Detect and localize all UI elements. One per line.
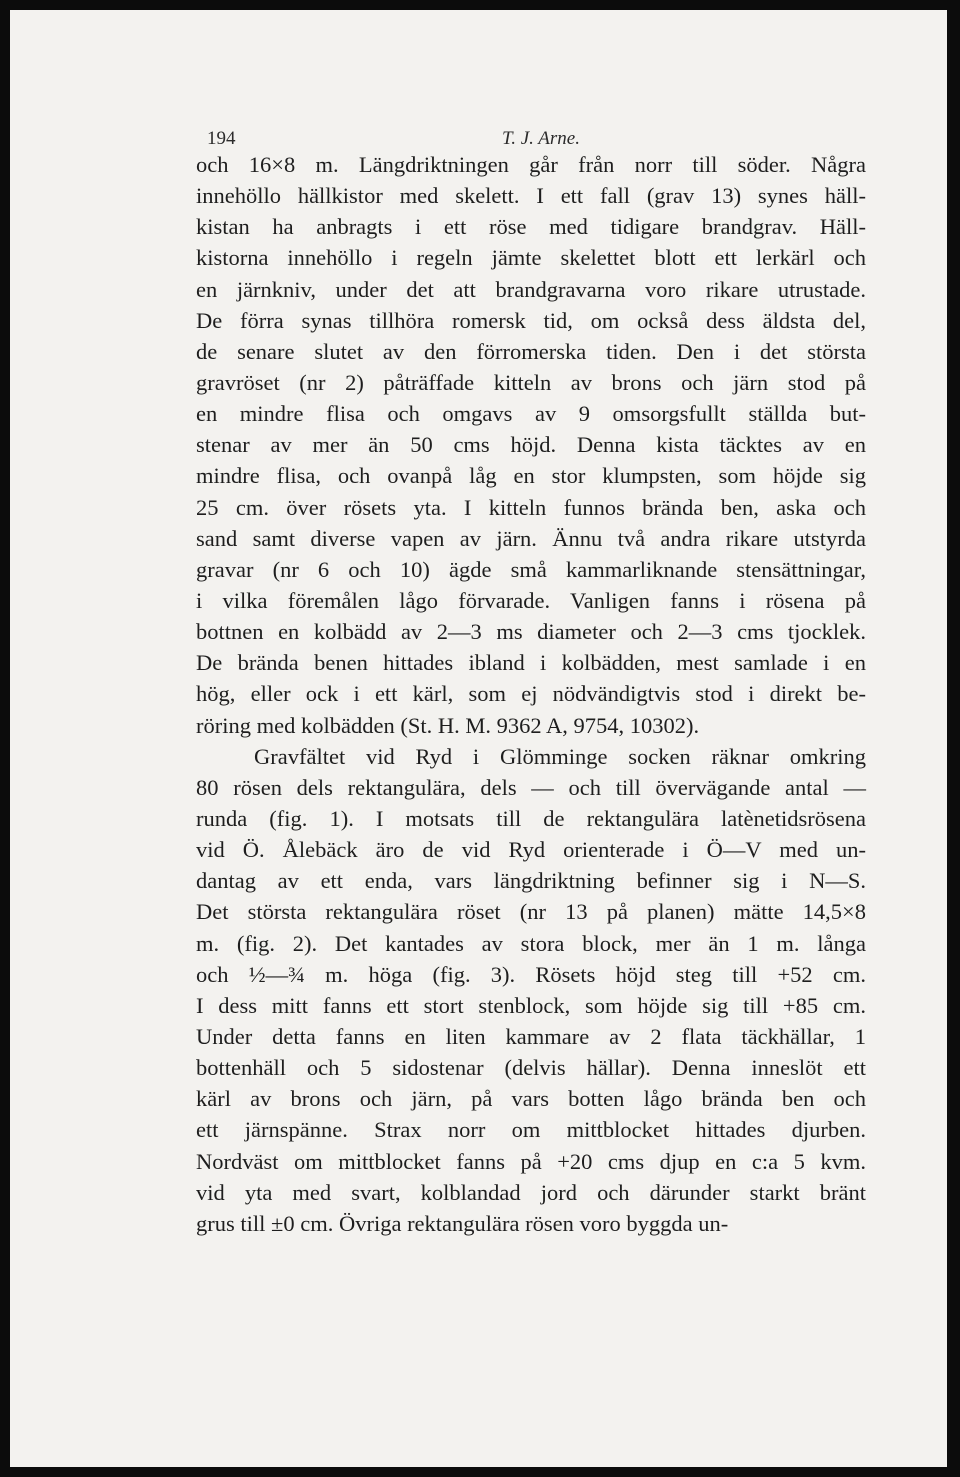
page-number: 194 (207, 128, 236, 149)
text-line: sand samt diverse vapen av järn. Ännu två andra rikare utstyrda (196, 525, 866, 551)
text-line: Under detta fanns en liten kammare av 2 flata täckhällar, 1 (196, 1023, 866, 1049)
text-line: bottnen en kolbädd av 2—3 ms diameter och 2—3 cms tjocklek. (196, 619, 866, 645)
text-line: en mindre flisa och omgavs av 9 omsorgsfullt ställda but- (196, 401, 866, 427)
text-line: De brända benen hittades ibland i kolbädden, mest samlade i en (196, 650, 866, 676)
text-line: de senare slutet av den förromerska tiden. Den i det största (196, 338, 866, 364)
text-line: kärl av brons och järn, på vars botten lågo brända ben och (196, 1086, 866, 1112)
text-line: Nordväst om mittblocket fanns på +20 cms djup en c:a 5 kvm. (196, 1148, 866, 1174)
running-head: T. J. Arne. (502, 128, 580, 149)
text-line: m. (fig. 2). Det kantades av stora block, mer än 1 m. långa (196, 930, 866, 956)
text-line: innehöllo hällkistor med skelett. I ett fall (grav 13) synes häll- (196, 183, 866, 209)
text-line: dantag av ett enda, vars längdriktning befinner sig i N—S. (196, 868, 866, 894)
text-line: grus till ±0 cm. Övriga rektangulära rösen voro byggda un- (196, 1210, 729, 1236)
text-line: stenar av mer än 50 cms höjd. Denna kista täcktes av en (196, 432, 866, 458)
body-text (196, 149, 866, 1239)
text-line: kistorna innehöllo i regeln jämte skelettet blott ett lerkärl och (196, 245, 866, 271)
text-line: kistan ha anbragts i ett röse med tidigare brandgrav. Häll- (196, 214, 866, 240)
text-line: röring med kolbädden (St. H. M. 9362 A, 9754, 10302). (196, 712, 700, 738)
text-line: en järnkniv, under det att brandgravarna voro rikare utrustade. (196, 276, 866, 302)
text-line: hög, eller ock i ett kärl, som ej nödvändigtvis stod i direkt be- (196, 681, 866, 707)
text-line: gravar (nr 6 och 10) ägde små kammarliknande stensättningar, (196, 556, 866, 582)
text-line: I dess mitt fanns ett stort stenblock, som höjde sig till +85 cm. (196, 992, 866, 1018)
text-line: och 16×8 m. Längdriktningen går från norr till söder. Några (196, 152, 866, 177)
text-line: 25 cm. över rösets yta. I kitteln funnos brända ben, aska och (196, 494, 866, 520)
text-line: i vilka föremålen lågo förvarade. Vanligen fanns i rösena på (196, 587, 866, 613)
text-line: bottenhäll och 5 sidostenar (delvis hällar). Denna inneslöt ett (196, 1055, 866, 1081)
text-line: Gravfältet vid Ryd i Glömminge socken räknar omkring (254, 743, 866, 769)
text-line: mindre flisa, och ovanpå låg en stor klumpsten, som höjde sig (196, 463, 866, 489)
text-line: gravröset (nr 2) påträffade kitteln av brons och järn stod på (196, 369, 866, 395)
text-line: 80 rösen dels rektangulära, dels — och till övervägande antal — (196, 774, 866, 800)
text-line: Det största rektangulära röset (nr 13 på planen) mätte 14,5×8 (196, 899, 866, 925)
text-line: vid Ö. Ålebäck äro de vid Ryd orienterade i Ö—V med un- (196, 837, 866, 863)
text-line: De förra synas tillhöra romersk tid, om också dess äldsta del, (196, 307, 866, 333)
text-line: ett järnspänne. Strax norr om mittblocket hittades djurben. (196, 1117, 866, 1143)
text-line: vid yta med svart, kolblandad jord och därunder starkt bränt (196, 1179, 866, 1205)
text-line: runda (fig. 1). I motsats till de rektangulära latènetidsrösena (196, 805, 866, 831)
text-line: och ½—¾ m. höga (fig. 3). Rösets höjd steg till +52 cm. (196, 961, 866, 987)
